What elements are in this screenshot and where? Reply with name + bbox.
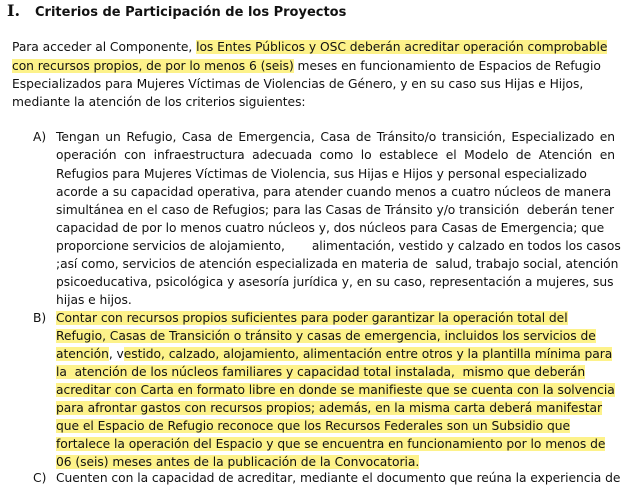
list-marker-b: B)	[33, 311, 47, 325]
item-a-line: operación con infraestructura adecuada como lo establece el Modelo de Atención en	[56, 148, 615, 162]
section-number: I.	[7, 1, 21, 20]
highlighted-text: con recursos propios, de por lo menos 6 (seis)	[12, 59, 294, 73]
item-b-line-7	[56, 417, 570, 436]
item-a-line: hijas e hijos.	[56, 293, 132, 307]
section-title: Criterios de Participación de los Proyectos	[35, 5, 347, 20]
item-a-line: capacidad de por lo menos cuatro núcleos y, dos núcleos para Casas de Emergencia; que	[56, 221, 605, 235]
highlighted-text: fortalece la operación del Espacio y que se encuentra en funcionamiento por lo menos de	[56, 437, 606, 451]
item-b-line-5	[56, 381, 615, 400]
list-marker-a: A)	[33, 130, 47, 144]
item-a-line: acorde a su capacidad operativa, para atender cuando menos a cuatro núcleos de manera	[56, 185, 612, 199]
intro-line-4: mediante la atención de los criterios siguientes:	[12, 95, 306, 109]
item-a-line: Tengan un Refugio, Casa de Emergencia, Casa de Tránsito/o transición, Especializado en	[56, 130, 615, 144]
item-b-line-3	[56, 345, 612, 364]
item-a-line: ;así como, servicios de atención especializada en materia de salud, trabajo social, atención	[56, 257, 619, 271]
item-b-line-8	[56, 435, 605, 454]
highlighted-text: Refugio, Casas de Transición o tránsito y casas de emergencia, incluidos los servicios de	[56, 329, 596, 343]
item-c-line-1: Cuenten con la capacidad de acreditar, mediante el documento que reúna la experiencia de	[56, 471, 621, 485]
highlighted-text: que el Espacio de Refugio reconoce que los Recursos Federales son un Subsidio que	[56, 419, 570, 433]
item-a-line: Refugios para Mujeres Víctimas de Violencia, sus Hijas e Hijos y personal especializado	[56, 167, 587, 181]
highlighted-text: atención	[56, 347, 109, 361]
item-a-line: psicoeducativa, psicológica y asesoría jurídica y, en su caso, representación a mujeres, sus	[56, 275, 614, 289]
intro-line-1	[12, 38, 607, 57]
item-text: , v	[108, 347, 124, 361]
item-b-line-2	[56, 327, 596, 346]
item-b-line-6	[56, 399, 602, 418]
intro-text: Para acceder al Componente,	[12, 40, 197, 54]
intro-line-3: Especializados para Mujeres Víctimas de Violencias de Género, y en su caso sus Hijas e Hijos,	[12, 77, 584, 91]
intro-text: meses en funcionamiento de Espacios de Refugio	[293, 59, 601, 73]
highlighted-text: para afrontar gastos con recursos propios; además, en la misma carta deberá manifestar	[56, 401, 603, 415]
highlighted-text: la atención de los núcleos familiares y capacidad total instalada, mismo que deberán	[56, 365, 586, 379]
item-a-line: simultánea en el caso de Refugios; para las Casas de Tránsito y/o transición deberán tener	[56, 203, 615, 217]
intro-line-2	[12, 57, 601, 76]
item-b-line-4	[56, 363, 585, 382]
list-marker-c: C)	[33, 471, 47, 485]
item-a-line: proporcione servicios de alojamiento, alimentación, vestido y calzado en todos los casos	[56, 239, 621, 253]
highlighted-text: Contar con recursos propios suficientes para poder garantizar la operación total del	[56, 311, 568, 325]
highlighted-text: 06 (seis) meses antes de la publicación de la Convocatoria.	[56, 455, 420, 469]
item-b-line-1	[56, 309, 568, 328]
section-heading	[7, 1, 346, 21]
highlighted-text: acreditar con Carta en formato libre en donde se manifieste que se cuenta con la solvencia	[56, 383, 615, 397]
highlighted-text: los Entes Públicos y OSC deberán acreditar operación comprobable	[196, 40, 608, 54]
highlighted-text: estido, calzado, alojamiento, alimentación entre otros y la plantilla mínima para	[123, 347, 613, 361]
